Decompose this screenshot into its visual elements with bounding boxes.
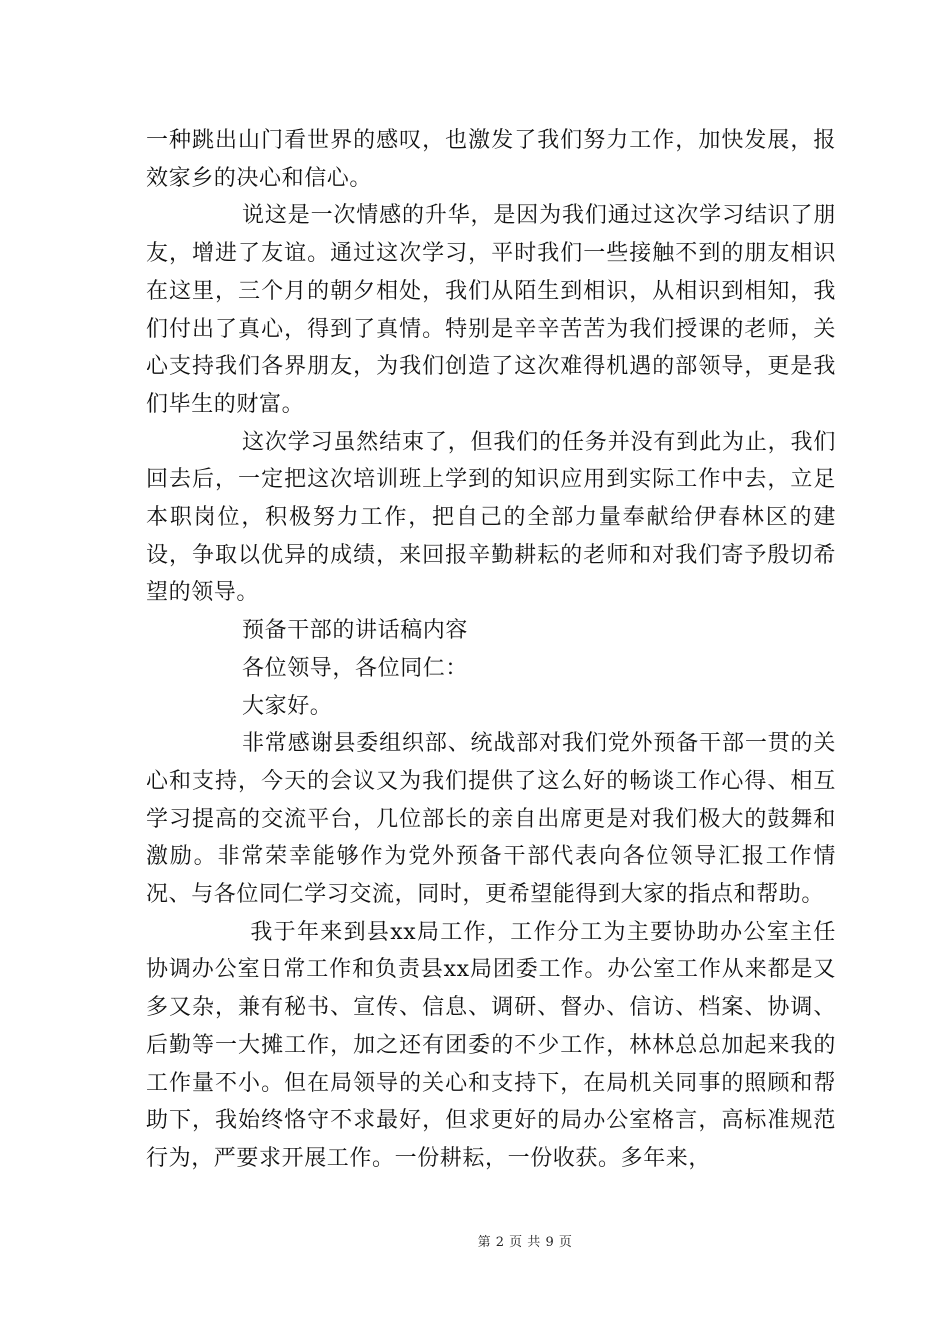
- salutation: 各位领导，各位同仁：: [242, 655, 469, 681]
- speech-title: 预备干部的讲话稿内容: [242, 618, 469, 644]
- document-body: [146, 122, 836, 1178]
- paragraph-1: 一种跳出山门看世界的感叹，也激发了我们努力工作，加快发展，报效家乡的决心和信心。: [146, 128, 836, 191]
- paragraph-3: 这次学习虽然结束了，但我们的任务并没有到此为止，我们回去后，一定把这次培训班上学到的知识应用到实际工作中去，立足本职岗位，积极努力工作，把自己的全部力量奉献给伊春林区的建设，争取以优异的成绩，来回报辛勤耕耘的老师和对我们寄予殷切希望的领导。: [146, 429, 836, 606]
- page-number: 第 2 页 共 9 页: [477, 1235, 573, 1250]
- greeting: 大家好。: [242, 693, 333, 719]
- page-footer: [0, 1231, 950, 1250]
- paragraph-7: 非常感谢县委组织部、统战部对我们党外预备干部一贯的关心和支持，今天的会议又为我们提供了这么好的畅谈工作心得、相互学习提高的交流平台，几位部长的亲自出席更是对我们极大的鼓舞和激励。非常荣幸能够作为党外预备干部代表向各位领导汇报工作情况、与各位同仁学习交流，同时，更希望能得到大家的指点和帮助。: [146, 731, 836, 908]
- paragraph-8: 我于年来到县xx局工作，工作分工为主要协助办公室主任协调办公室日常工作和负责县xx局团委工作。办公室工作从来都是又多又杂，兼有秘书、宣传、信息、调研、督办、信访、档案、协调、后勤等一大摊工作，加之还有团委的不少工作，林林总总加起来我的工作量不小。但在局领导的关心和支持下，在局机关同事的照顾和帮助下，我始终恪守不求最好，但求更好的局办公室格言，高标准规范行为，严要求开展工作。一份耕耘，一份收获。多年来，: [146, 919, 837, 1171]
- paragraph-2: 说这是一次情感的升华，是因为我们通过这次学习结识了朋友，增进了友谊。通过这次学习，平时我们一些接触不到的朋友相识在这里，三个月的朝夕相处，我们从陌生到相识，从相识到相知，我们付出了真心，得到了真情。特别是辛辛苦苦为我们授课的老师，关心支持我们各界朋友，为我们创造了这次难得机遇的部领导，更是我们毕生的财富。: [146, 203, 836, 417]
